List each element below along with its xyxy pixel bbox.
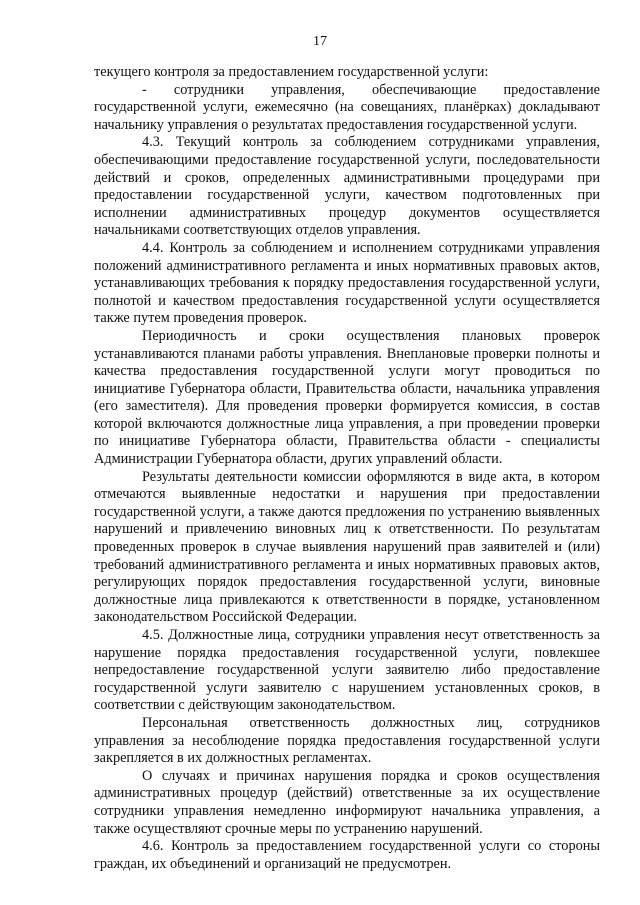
- document-body: [94, 64, 600, 873]
- paragraph-4-4: 4.4. Контроль за соблюдением и исполнением сотрудниками управления положений административного регламента и иных нормативных правовых актов, устанавливающих требования к порядку предоставления государственной услуги, полнотой и качеством предоставления государственной услуги осуществляется также путем проведения проверок.: [94, 239, 600, 327]
- paragraph-personal-responsibility: Персональная ответственность должностных лиц, сотрудников управления за несоблюдение порядка предоставления государственной услуги закрепляется в их должностных регламентах.: [94, 714, 600, 767]
- paragraph-4-5: 4.5. Должностные лица, сотрудники управления несут ответственность за нарушение порядка предоставления государственной услуги, повлекшее непредоставление государственной услуги заявителю либо предоставление государственной услуги заявителю с нарушением установленных сроков, в соответствии с действующим законодательством.: [94, 627, 600, 714]
- paragraph-violations: О случаях и причинах нарушения порядка и сроков осуществления административных процедур (действий) ответственные за их осуществление сотрудники управления немедленно информируют начальника управления, а также осуществляют срочные меры по устранению нарушений.: [94, 767, 600, 837]
- paragraph-4-6: 4.6. Контроль за предоставлением государственной услуги со стороны граждан, их объединений и организаций не предусмотрен.: [94, 838, 600, 872]
- paragraph-4-3: 4.3. Текущий контроль за соблюдением сотрудниками управления, обеспечивающими предоставление государственной услуги, последовательности действий и сроков, определенных административными процедурами при предоставлении государственной услуги, качеством подготовленных при исполнении административных процедур документов осуществляется начальниками соответствующих отделов управления.: [94, 134, 600, 239]
- page-number: 17: [313, 34, 327, 49]
- paragraph-inspections: Периодичность и сроки осуществления плановых проверок устанавливаются планами работы управления. Внеплановые проверки полноты и качества предоставления государственной услуги могут проводиться по инициативе Губернатора области, Правительства области, начальника управления (его заместителя). Для проведения проверки формируется комиссия, в состав которой включаются должностные лица управления, а при проведении проверки по инициативе Губернатора области, Правительства области - специалисты Администрации Губернатора области, других управлений области.: [94, 327, 600, 468]
- paragraph-list-item: - сотрудники управления, обеспечивающие предоставление государственной услуги, ежемесячно (на совещаниях, планёрках) докладывают начальнику управления о результатах предоставления государственной услуги.: [94, 81, 600, 133]
- paragraph-intro: текущего контроля за предоставлением государственной услуги:: [94, 64, 489, 80]
- paragraph-commission-results: Результаты деятельности комиссии оформляются в виде акта, в котором отмечаются выявленные недостатки и нарушения при предоставлении государственной услуги, а также даются предложения по устранению выявленных нарушений и привлечению виновных лиц к ответственности. По результатам проведенных проверок в случае выявления нарушений прав заявителей и (или) требований административного регламента и иных нормативных правовых актов, регулирующих порядок предоставления государственной услуги, виновные должностные лица привлекаются к ответственности в порядке, установленном законодательством Российской Федерации.: [94, 468, 600, 626]
